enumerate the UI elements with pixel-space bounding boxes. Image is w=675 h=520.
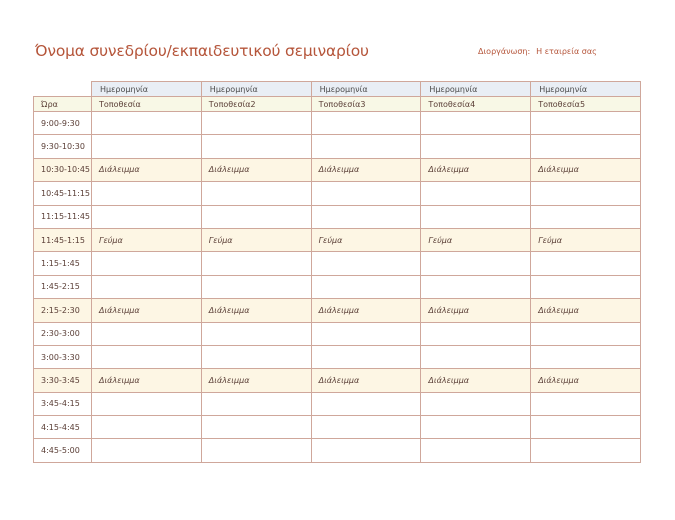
location-header[interactable]: Τοποθεσία5 xyxy=(531,97,641,112)
session-cell[interactable] xyxy=(421,252,531,275)
session-cell[interactable] xyxy=(531,392,641,415)
session-cell-break[interactable]: Διάλειμμα xyxy=(531,158,641,181)
location-header[interactable]: Τοποθεσία2 xyxy=(201,97,311,112)
session-cell[interactable] xyxy=(531,135,641,158)
session-cell[interactable] xyxy=(201,252,311,275)
session-cell[interactable] xyxy=(201,439,311,462)
location-header[interactable]: Τοποθεσία4 xyxy=(421,97,531,112)
session-cell[interactable] xyxy=(92,392,202,415)
organizer-value[interactable]: Η εταιρεία σας xyxy=(536,47,597,56)
session-cell-break[interactable]: Γεύμα xyxy=(201,228,311,251)
time-cell[interactable]: 9:00-9:30 xyxy=(34,112,92,135)
table-row xyxy=(34,252,641,275)
table-row xyxy=(34,322,641,345)
session-cell[interactable] xyxy=(92,416,202,439)
session-cell[interactable] xyxy=(201,416,311,439)
session-cell[interactable] xyxy=(311,112,421,135)
table-row xyxy=(34,158,641,181)
date-header[interactable]: Ημερομηνία xyxy=(201,82,311,97)
session-cell[interactable] xyxy=(92,275,202,298)
session-cell-break[interactable]: Γεύμα xyxy=(92,228,202,251)
session-cell[interactable] xyxy=(421,275,531,298)
session-cell[interactable] xyxy=(311,205,421,228)
session-cell[interactable] xyxy=(201,275,311,298)
table-row xyxy=(34,205,641,228)
table-row xyxy=(34,416,641,439)
session-cell[interactable] xyxy=(201,135,311,158)
session-cell[interactable] xyxy=(201,345,311,368)
location-header[interactable]: Τοποθεσία xyxy=(92,97,202,112)
session-cell[interactable] xyxy=(421,112,531,135)
session-cell[interactable] xyxy=(311,345,421,368)
session-cell[interactable] xyxy=(531,252,641,275)
time-cell[interactable]: 2:30-3:00 xyxy=(34,322,92,345)
session-cell[interactable] xyxy=(92,439,202,462)
time-header: Ώρα xyxy=(34,97,92,112)
session-cell-break[interactable]: Διάλειμμα xyxy=(421,299,531,322)
session-cell[interactable] xyxy=(421,135,531,158)
time-cell[interactable]: 10:30-10:45 xyxy=(34,158,92,181)
session-cell[interactable] xyxy=(92,322,202,345)
session-cell[interactable] xyxy=(92,135,202,158)
session-cell[interactable] xyxy=(421,392,531,415)
table-row xyxy=(34,275,641,298)
time-cell[interactable]: 1:45-2:15 xyxy=(34,275,92,298)
date-header-row xyxy=(34,82,641,97)
session-cell[interactable] xyxy=(531,322,641,345)
session-cell[interactable] xyxy=(92,182,202,205)
session-cell[interactable] xyxy=(531,275,641,298)
session-cell[interactable] xyxy=(201,322,311,345)
session-cell-break[interactable]: Γεύμα xyxy=(421,228,531,251)
session-cell[interactable] xyxy=(421,439,531,462)
session-cell-break[interactable]: Διάλειμμα xyxy=(531,369,641,392)
location-header[interactable]: Τοποθεσία3 xyxy=(311,97,421,112)
session-cell-break[interactable]: Διάλειμμα xyxy=(92,158,202,181)
session-cell[interactable] xyxy=(311,275,421,298)
session-cell[interactable] xyxy=(311,392,421,415)
corner-cell xyxy=(34,82,92,97)
time-cell[interactable]: 1:15-1:45 xyxy=(34,252,92,275)
session-cell-break[interactable]: Διάλειμμα xyxy=(421,158,531,181)
session-cell[interactable] xyxy=(92,205,202,228)
session-cell[interactable] xyxy=(201,112,311,135)
time-cell[interactable]: 3:45-4:15 xyxy=(34,392,92,415)
session-cell[interactable] xyxy=(311,416,421,439)
table-row xyxy=(34,439,641,462)
organizer xyxy=(478,47,597,56)
time-cell[interactable]: 4:15-4:45 xyxy=(34,416,92,439)
time-cell[interactable]: 11:45-1:15 xyxy=(34,228,92,251)
session-cell[interactable] xyxy=(201,182,311,205)
session-cell-break[interactable]: Διάλειμμα xyxy=(421,369,531,392)
date-header[interactable]: Ημερομηνία xyxy=(421,82,531,97)
date-header[interactable]: Ημερομηνία xyxy=(311,82,421,97)
time-cell[interactable]: 9:30-10:30 xyxy=(34,135,92,158)
session-cell[interactable] xyxy=(92,345,202,368)
organizer-label: Διοργάνωση: xyxy=(478,47,531,56)
time-cell[interactable]: 4:45-5:00 xyxy=(34,439,92,462)
session-cell[interactable] xyxy=(311,135,421,158)
table-row xyxy=(34,135,641,158)
table-row xyxy=(34,369,641,392)
session-cell[interactable] xyxy=(311,182,421,205)
session-cell[interactable] xyxy=(201,205,311,228)
session-cell[interactable] xyxy=(531,112,641,135)
session-cell[interactable] xyxy=(531,182,641,205)
table-row xyxy=(34,112,641,135)
session-cell-break[interactable]: Διάλειμμα xyxy=(311,299,421,322)
session-cell-break[interactable]: Γεύμα xyxy=(311,228,421,251)
time-cell[interactable]: 10:45-11:15 xyxy=(34,182,92,205)
session-cell[interactable] xyxy=(421,182,531,205)
session-cell[interactable] xyxy=(531,345,641,368)
time-cell[interactable]: 2:15-2:30 xyxy=(34,299,92,322)
table-row xyxy=(34,299,641,322)
session-cell[interactable] xyxy=(421,345,531,368)
date-header[interactable]: Ημερομηνία xyxy=(92,82,202,97)
page-title: Όνομα συνεδρίου/εκπαιδευτικού σεμιναρίου xyxy=(35,42,369,60)
table-row xyxy=(34,345,641,368)
session-cell[interactable] xyxy=(311,322,421,345)
session-cell-break[interactable]: Διάλειμμα xyxy=(201,158,311,181)
table-row xyxy=(34,228,641,251)
session-cell[interactable] xyxy=(421,322,531,345)
session-cell[interactable] xyxy=(421,205,531,228)
session-cell[interactable] xyxy=(92,252,202,275)
session-cell-break[interactable]: Διάλειμμα xyxy=(92,369,202,392)
session-cell[interactable] xyxy=(421,416,531,439)
session-cell[interactable] xyxy=(531,416,641,439)
table-row xyxy=(34,392,641,415)
session-cell-break[interactable]: Διάλειμμα xyxy=(92,299,202,322)
session-cell-break[interactable]: Διάλειμμα xyxy=(201,369,311,392)
session-cell-break[interactable]: Διάλειμμα xyxy=(201,299,311,322)
session-cell[interactable] xyxy=(92,112,202,135)
time-cell[interactable]: 11:15-11:45 xyxy=(34,205,92,228)
session-cell[interactable] xyxy=(311,439,421,462)
session-cell[interactable] xyxy=(311,252,421,275)
table-row xyxy=(34,182,641,205)
time-cell[interactable]: 3:30-3:45 xyxy=(34,369,92,392)
session-cell-break[interactable]: Γεύμα xyxy=(531,228,641,251)
session-cell-break[interactable]: Διάλειμμα xyxy=(311,369,421,392)
session-cell[interactable] xyxy=(531,205,641,228)
session-cell[interactable] xyxy=(531,439,641,462)
session-cell-break[interactable]: Διάλειμμα xyxy=(531,299,641,322)
session-cell[interactable] xyxy=(201,392,311,415)
time-cell[interactable]: 3:00-3:30 xyxy=(34,345,92,368)
date-header[interactable]: Ημερομηνία xyxy=(531,82,641,97)
location-header-row xyxy=(34,97,641,112)
session-cell-break[interactable]: Διάλειμμα xyxy=(311,158,421,181)
schedule-table xyxy=(33,81,641,463)
